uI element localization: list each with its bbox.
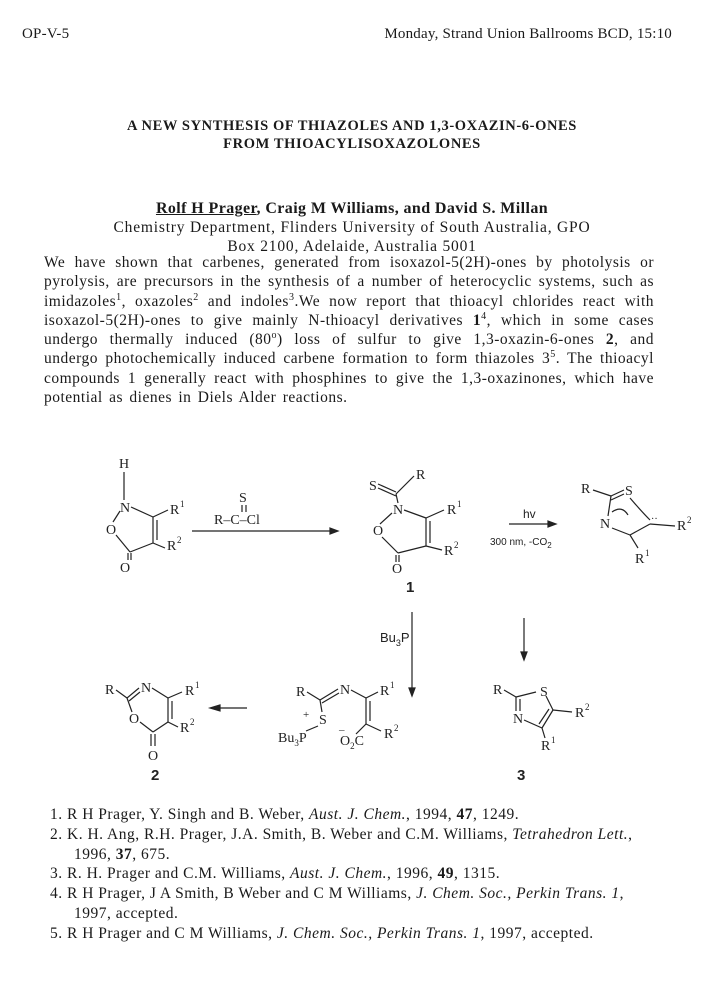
reference-item — [50, 864, 660, 884]
citation-superscript: 5 — [550, 349, 556, 361]
compound-number: 1 — [472, 311, 482, 329]
reference-volume: 49 — [437, 865, 455, 883]
sup: 2 — [190, 717, 195, 727]
author-list — [0, 200, 704, 218]
atom-r1: R — [380, 684, 390, 699]
abstract-text: .We now report that thioacyl chlorides react with isoxazol-5(2H)-ones to give mainly N-thioacyl derivatives — [44, 292, 655, 329]
paper-title-line-1: A NEW SYNTHESIS OF THIAZOLES AND 1,3-OXAZIN-6-ONES — [127, 118, 577, 134]
atom-n: N — [513, 712, 524, 727]
reference-item — [50, 805, 660, 825]
atom-r1: R — [635, 552, 645, 567]
atom-o-carbonyl: O — [392, 562, 403, 577]
affiliation-line-2: Box 2100, Adelaide, Australia 5001 — [227, 238, 477, 255]
citation-superscript: o — [271, 330, 278, 342]
atom-r2: R — [677, 519, 687, 534]
reference-item — [50, 825, 660, 865]
reference-authors: R H Prager, Y. Singh and B. Weber, — [67, 806, 310, 823]
compound-label-3: 3 — [517, 767, 526, 784]
abstract-text: . The thioacyl compounds 1 generally react with phosphines to give the 1,3-oxazinones, which have potential as dienes in Diels Alder reactions. — [44, 350, 654, 407]
reagent-formula: R–C–Cl — [214, 513, 260, 528]
atom-n: N — [141, 681, 152, 696]
atom-r: R — [493, 683, 503, 698]
carboxylate: $O_2C$ — [340, 734, 364, 751]
atom-r: R — [105, 683, 115, 698]
affiliation — [0, 218, 704, 256]
atom-n: N — [340, 683, 351, 698]
atom-n: N — [120, 501, 131, 516]
sup: 1 — [645, 548, 650, 558]
atom-n: N — [393, 503, 404, 518]
co-authors: , Craig M Williams, and David S. Millan — [256, 200, 549, 217]
sup: 2 — [585, 702, 590, 712]
reference-year: , 1994, — [406, 806, 457, 823]
reference-year: , 1997, accepted. — [74, 885, 625, 922]
sup: 1 — [195, 680, 200, 690]
isoxazolone-structure — [106, 457, 185, 576]
atom-r2: R — [384, 727, 394, 742]
reference-pages: , 675. — [132, 845, 171, 863]
sup: 1 — [390, 680, 395, 690]
sulfur-loss-arrow — [210, 705, 247, 711]
atom-r1: R — [447, 503, 457, 518]
atom-o: O — [373, 524, 384, 539]
sup: 2 — [454, 540, 459, 550]
session-info: Monday, Strand Union Ballrooms BCD, 15:10 — [384, 26, 672, 42]
citation-superscript: 1 — [116, 291, 122, 303]
reference-number: 2. — [50, 825, 67, 843]
reference-number: 5. — [50, 924, 67, 942]
atom-r: R — [296, 685, 306, 700]
compound-label-2: 2 — [151, 767, 160, 784]
sup: 1 — [551, 735, 556, 745]
compound-label-1: 1 — [406, 579, 415, 596]
atom-r1: R — [185, 684, 195, 699]
compound-3-structure — [493, 683, 590, 784]
reaction-scheme — [0, 455, 704, 790]
reference-number: 4. — [50, 885, 67, 903]
reference-journal: Aust. J. Chem. — [309, 806, 407, 823]
atom-s: S — [319, 713, 327, 728]
atom-s: S — [625, 484, 633, 499]
reference-item — [50, 924, 660, 944]
lone-pair: ·· — [651, 514, 658, 525]
compound-2-structure — [105, 680, 200, 784]
citation-superscript: 2 — [193, 291, 199, 303]
session-code: OP-V-5 — [22, 26, 70, 42]
abstract-text: ) loss of sulfur to give 1,3-oxazin-6-ones — [277, 331, 606, 349]
paper-title-line-2: FROM THIOACYLISOXAZOLONES — [223, 136, 481, 152]
citation-superscript: 4 — [481, 310, 487, 322]
reference-journal: Tetrahedron Lett. — [512, 825, 629, 843]
reference-authors: K. H. Ang, R.H. Prager, J.A. Smith, B. Weber and C.M. Williams, — [67, 825, 513, 843]
atom-r2: R — [444, 544, 454, 559]
zwitterion-intermediate — [278, 680, 399, 751]
atom-r2: R — [180, 721, 190, 736]
reference-authors: R H Prager, J A Smith, B Weber and C M Williams, — [67, 885, 417, 903]
atom-o: O — [106, 523, 117, 538]
atom-o-carbonyl: O — [120, 561, 131, 576]
reference-year: , 1997, accepted. — [480, 924, 594, 942]
atom-r1: R — [541, 739, 551, 754]
abstract-text: , and undergo photochemically induced carbene formation to form thiazoles 3 — [44, 331, 655, 368]
phosphine-label: $Bu_3P$ — [380, 630, 410, 648]
reference-journal: J. Chem. Soc., Perkin Trans. 1 — [276, 924, 481, 942]
reference-number: 1. — [50, 806, 67, 823]
citation-superscript: 3 — [288, 291, 295, 303]
reference-pages: , 1249. — [473, 806, 520, 823]
reference-list — [50, 805, 660, 944]
atom-o-carbonyl: O — [148, 749, 159, 764]
atom-r2: R — [575, 706, 585, 721]
sup: 2 — [394, 723, 399, 733]
reference-pages: , 1315. — [454, 865, 501, 883]
cyclization-arrow — [521, 618, 527, 660]
compound-1-structure — [369, 468, 462, 596]
affiliation-line-1: Chemistry Department, Flinders University of South Australia, GPO — [113, 219, 591, 236]
compound-number: 2 — [605, 331, 615, 349]
atom-h: H — [119, 457, 130, 472]
reference-year: , 1996, — [387, 865, 438, 883]
reference-authors: R H Prager and C M Williams, — [67, 924, 277, 942]
reference-year: , 1996, — [74, 825, 633, 863]
atom-s: S — [239, 491, 247, 506]
thioacyl-chloride-reagent — [192, 491, 338, 534]
photolysis-arrow — [490, 507, 556, 550]
reference-number: 3. — [50, 865, 67, 883]
carbene-intermediate — [581, 482, 692, 567]
sup: 2 — [177, 535, 182, 545]
reference-authors: R. H. Prager and C.M. Williams, — [67, 865, 291, 883]
sup: 1 — [457, 499, 462, 509]
tributylphosphonium: $Bu_3P$ — [278, 731, 307, 748]
atom-s: S — [540, 685, 548, 700]
abstract-text: We have shown that carbenes, generated from isoxazol-5(2H)-ones by photolysis or pyrolysis, are precursors in the synthesis of a number of heterocyclic systems, such as imidazoles — [44, 254, 654, 310]
abstract-text: , which in some cases undergo thermally induced (80 — [44, 311, 655, 349]
reference-item — [50, 884, 660, 924]
reference-volume: 37 — [115, 845, 133, 863]
reference-journal: Aust. J. Chem. — [290, 865, 388, 883]
reference-journal: J. Chem. Soc., Perkin Trans. 1 — [416, 885, 620, 903]
atom-s: S — [369, 479, 377, 494]
atom-r: R — [581, 482, 591, 497]
minus-charge: – — [339, 724, 345, 736]
atom-o: O — [129, 712, 140, 727]
atom-r2: R — [167, 539, 177, 554]
atom-n: N — [600, 517, 611, 532]
presenting-author: Rolf H Prager — [155, 200, 257, 217]
abstract-paragraph — [44, 253, 654, 407]
abstract-text: , oxazoles — [121, 292, 194, 310]
reference-volume: 47 — [456, 806, 474, 823]
conditions-label: 300 nm, $-CO_2$ — [490, 537, 552, 550]
abstract-text: and indoles — [198, 292, 289, 310]
hv-label: hv — [523, 507, 536, 521]
plus-charge: + — [303, 709, 310, 721]
atom-r1: R — [170, 503, 180, 518]
sup: 1 — [180, 499, 185, 509]
sup: 2 — [687, 515, 692, 525]
atom-r: R — [416, 468, 426, 483]
